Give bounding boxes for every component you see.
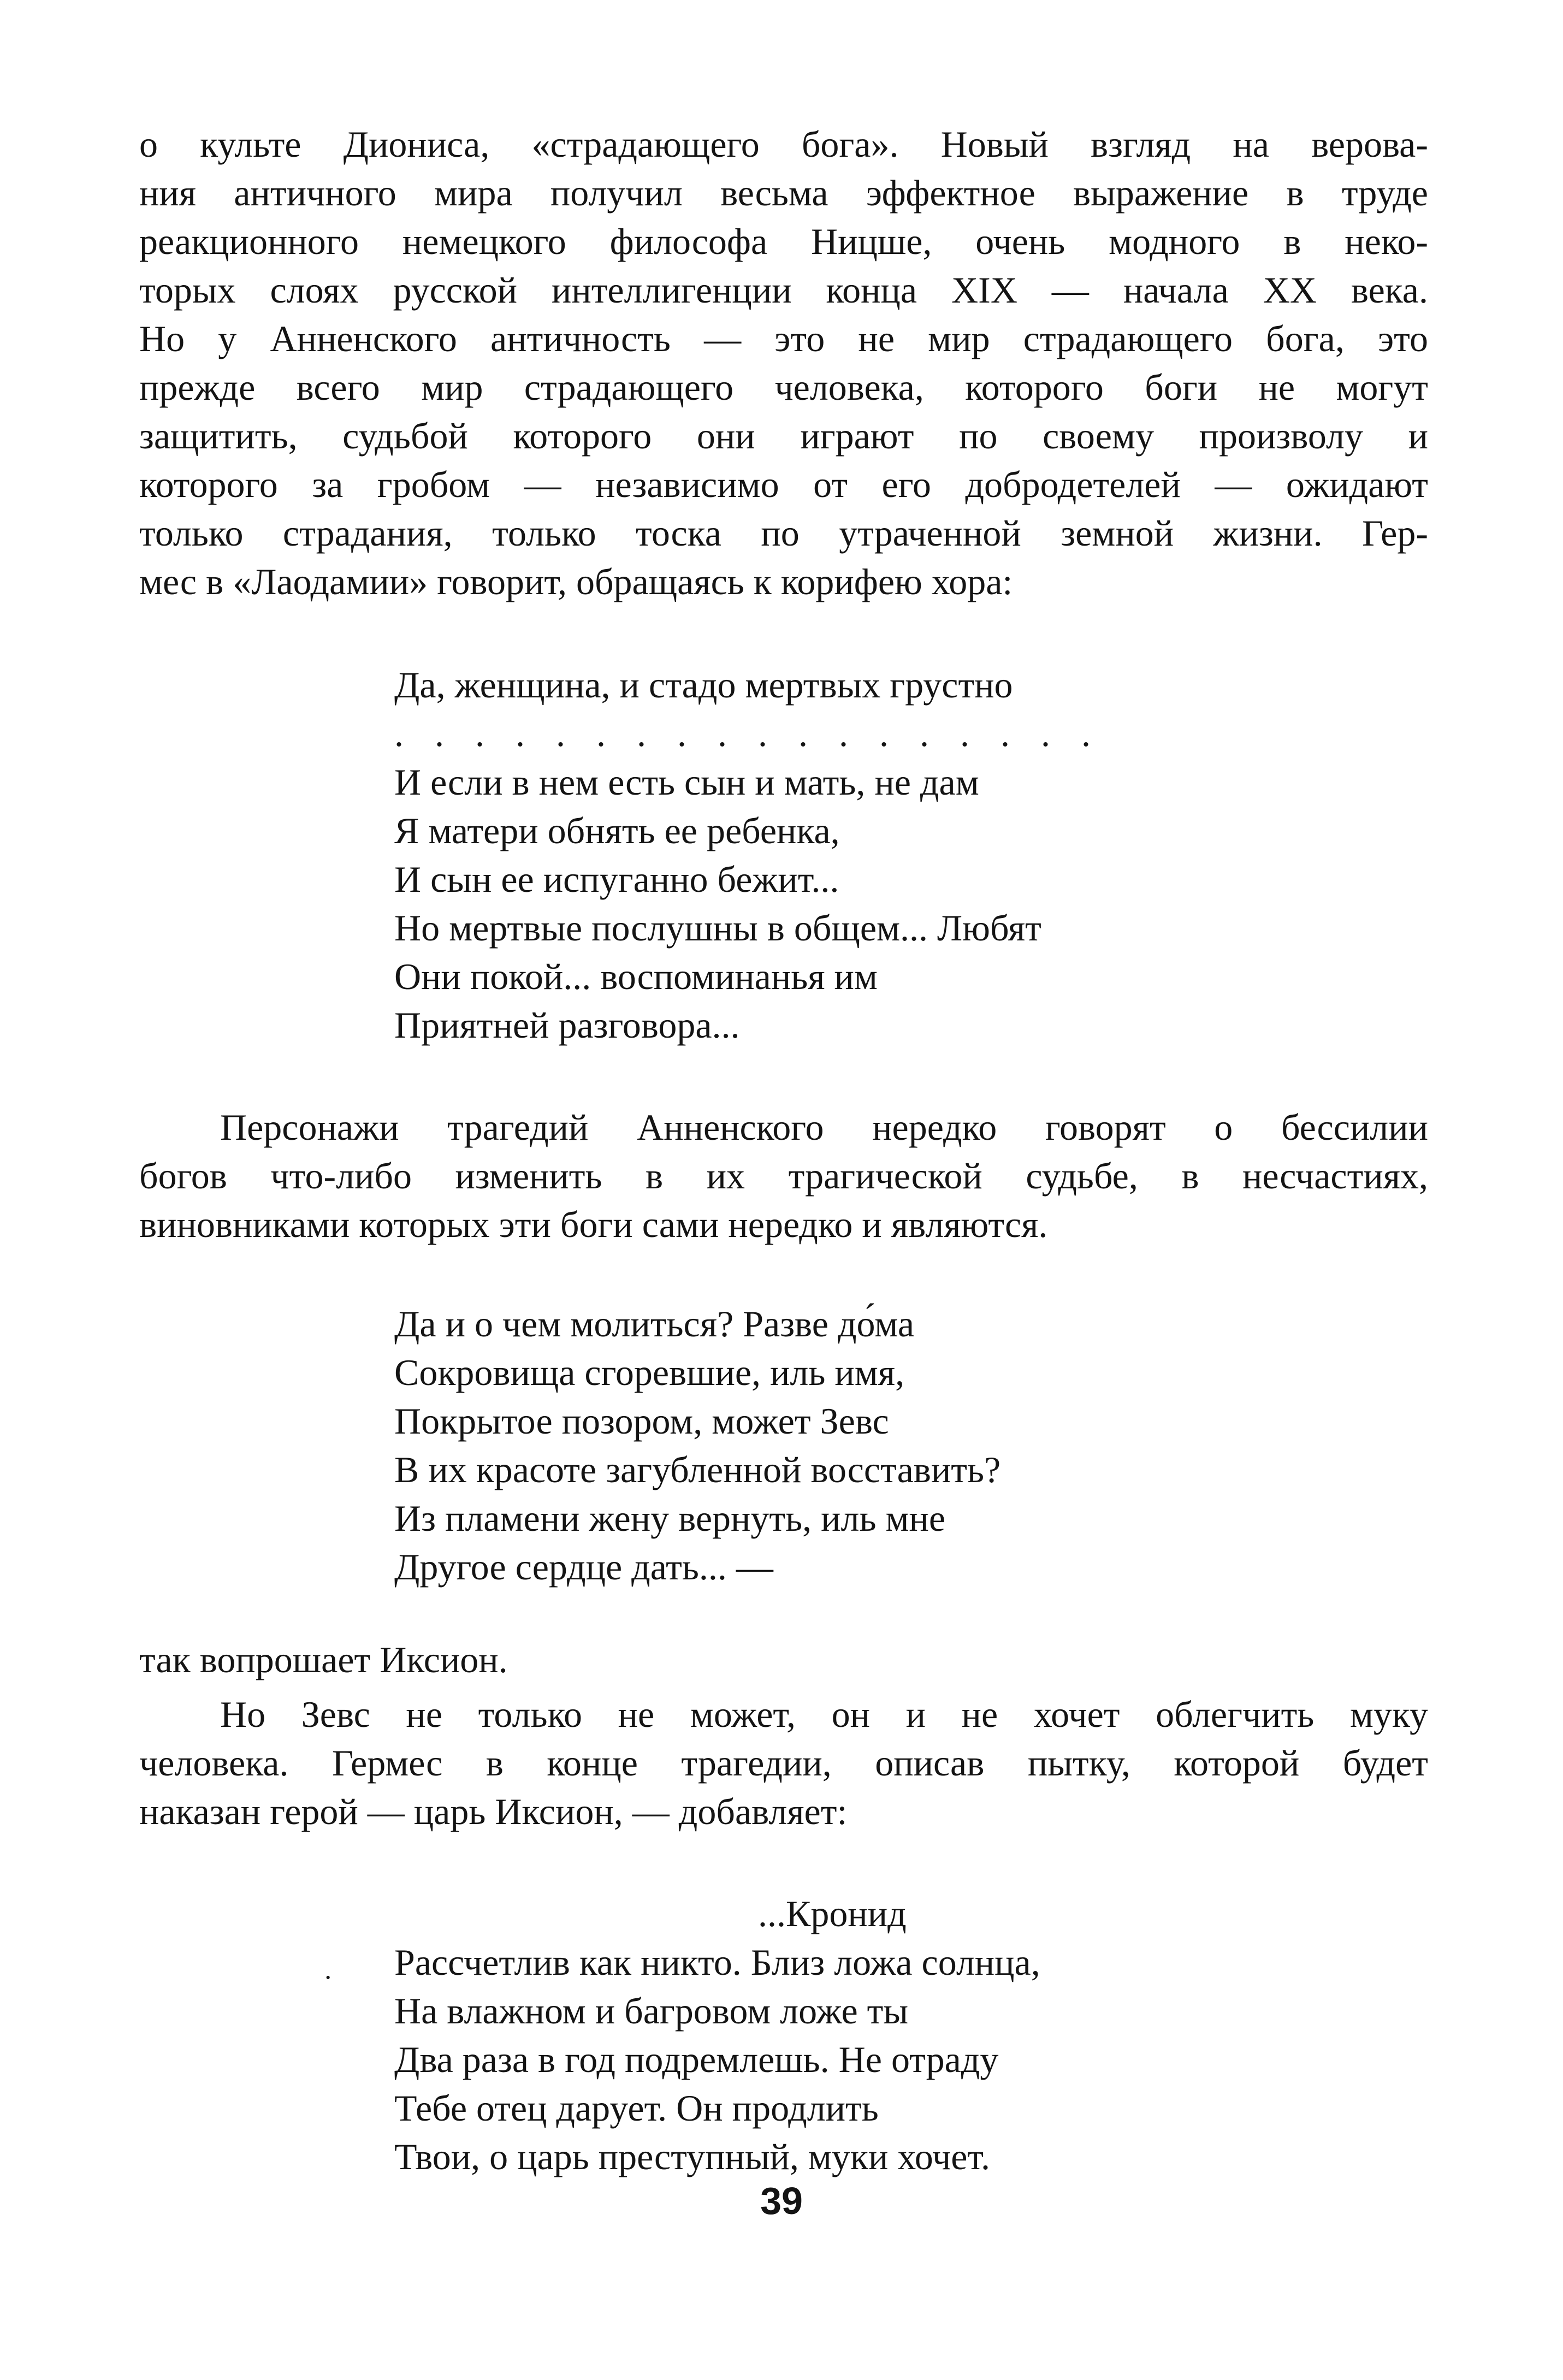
text-line: о культе Диониса, «страдающего бога». Новый взгляд на верова-	[139, 123, 1428, 165]
text-line: прежде всего мир страдающего человека, которого боги не могут	[139, 366, 1428, 408]
verse-line: Да, женщина, и стадо мертвых грустно	[394, 664, 1013, 706]
verse-line: Да и о чем молиться? Разве до́ма	[394, 1303, 914, 1345]
verse-line: И сын ее испуганно бежит...	[394, 859, 839, 900]
verse-line: И если в нем есть сын и мать, не дам	[394, 761, 979, 803]
ellipsis-row: . . . . . . . . . . . . . . . . . .	[394, 713, 1102, 754]
paragraph-2	[139, 1103, 1428, 1249]
paragraph-3	[139, 1636, 1428, 1684]
verse-line: Они покой... воспоминанья им	[394, 956, 878, 997]
text-line: так вопрошает Иксион.	[139, 1639, 508, 1680]
text-line: Но Зевс не только не может, он и не хочет облегчить муку	[220, 1694, 1428, 1735]
verse-line: В их красоте загубленной восставить?	[394, 1449, 1001, 1490]
verse-line: Из пламени жену вернуть, иль мне	[394, 1497, 946, 1539]
stray-print-mark: ·	[323, 1962, 333, 1993]
text-line: виновниками которых эти боги сами нередко и являются.	[139, 1204, 1048, 1245]
text-line: реакционного немецкого философа Ницше, очень модного в неко-	[139, 221, 1428, 262]
paragraph-4	[139, 1690, 1428, 1836]
text-line: мес в «Лаодамии» говорит, обращаясь к корифею хора:	[139, 561, 1013, 602]
text-line: наказан герой — царь Иксион, — добавляет:	[139, 1791, 848, 1832]
text-line: ния античного мира получил весьма эффектное выражение в труде	[139, 172, 1428, 214]
verse-line: Тебе отец дарует. Он продлить	[394, 2087, 879, 2129]
verse-line: Два раза в год подремлешь. Не отраду	[394, 2039, 999, 2080]
verse-line: Сокровища сгоревшие, иль имя,	[394, 1352, 905, 1393]
text-line: человека. Гермес в конце трагедии, описав пытку, которой будет	[139, 1742, 1428, 1784]
verse-quote-2	[394, 1300, 1000, 1591]
text-line: Но у Анненского античность — это не мир страдающего бога, это	[139, 318, 1428, 359]
verse-line: Приятней разговора...	[394, 1004, 740, 1046]
verse-line: Рассчетлив как никто. Близ ложа солнца,	[394, 1941, 1040, 1983]
text-line: защитить, судьбой которого они играют по своему произволу и	[139, 415, 1428, 457]
verse-line: Другое сердце дать... —	[394, 1546, 773, 1588]
verse-line: На влажном и багровом ложе ты	[394, 1990, 909, 2032]
text-line: Персонажи трагедий Анненского нередко говорят о бессилии	[220, 1106, 1428, 1148]
text-line: торых слоях русской интеллигенции конца XIX — начала XX века.	[139, 269, 1428, 311]
paragraph-1	[139, 120, 1428, 606]
text-line: только страдания, только тоска по утраченной земной жизни. Гер-	[139, 512, 1428, 554]
text-line: богов что-либо изменить в их трагической судьбе, в несчастиях,	[139, 1155, 1428, 1197]
verse-quote-1	[394, 661, 1102, 1050]
text-line: которого за гробом — независимо от его добродетелей — ожидают	[139, 464, 1428, 505]
verse-line: Твои, о царь преступный, муки хочет.	[394, 2136, 990, 2177]
page-number: 39	[760, 2180, 803, 2222]
verse-line: Я матери обнять ее ребенка,	[394, 810, 840, 851]
verse-line: ...Кронид	[758, 1893, 907, 1934]
verse-line: Покрытое позором, может Зевс	[394, 1400, 889, 1442]
verse-line: Но мертвые послушны в общем... Любят	[394, 907, 1041, 949]
verse-quote-3	[394, 1890, 1040, 2181]
